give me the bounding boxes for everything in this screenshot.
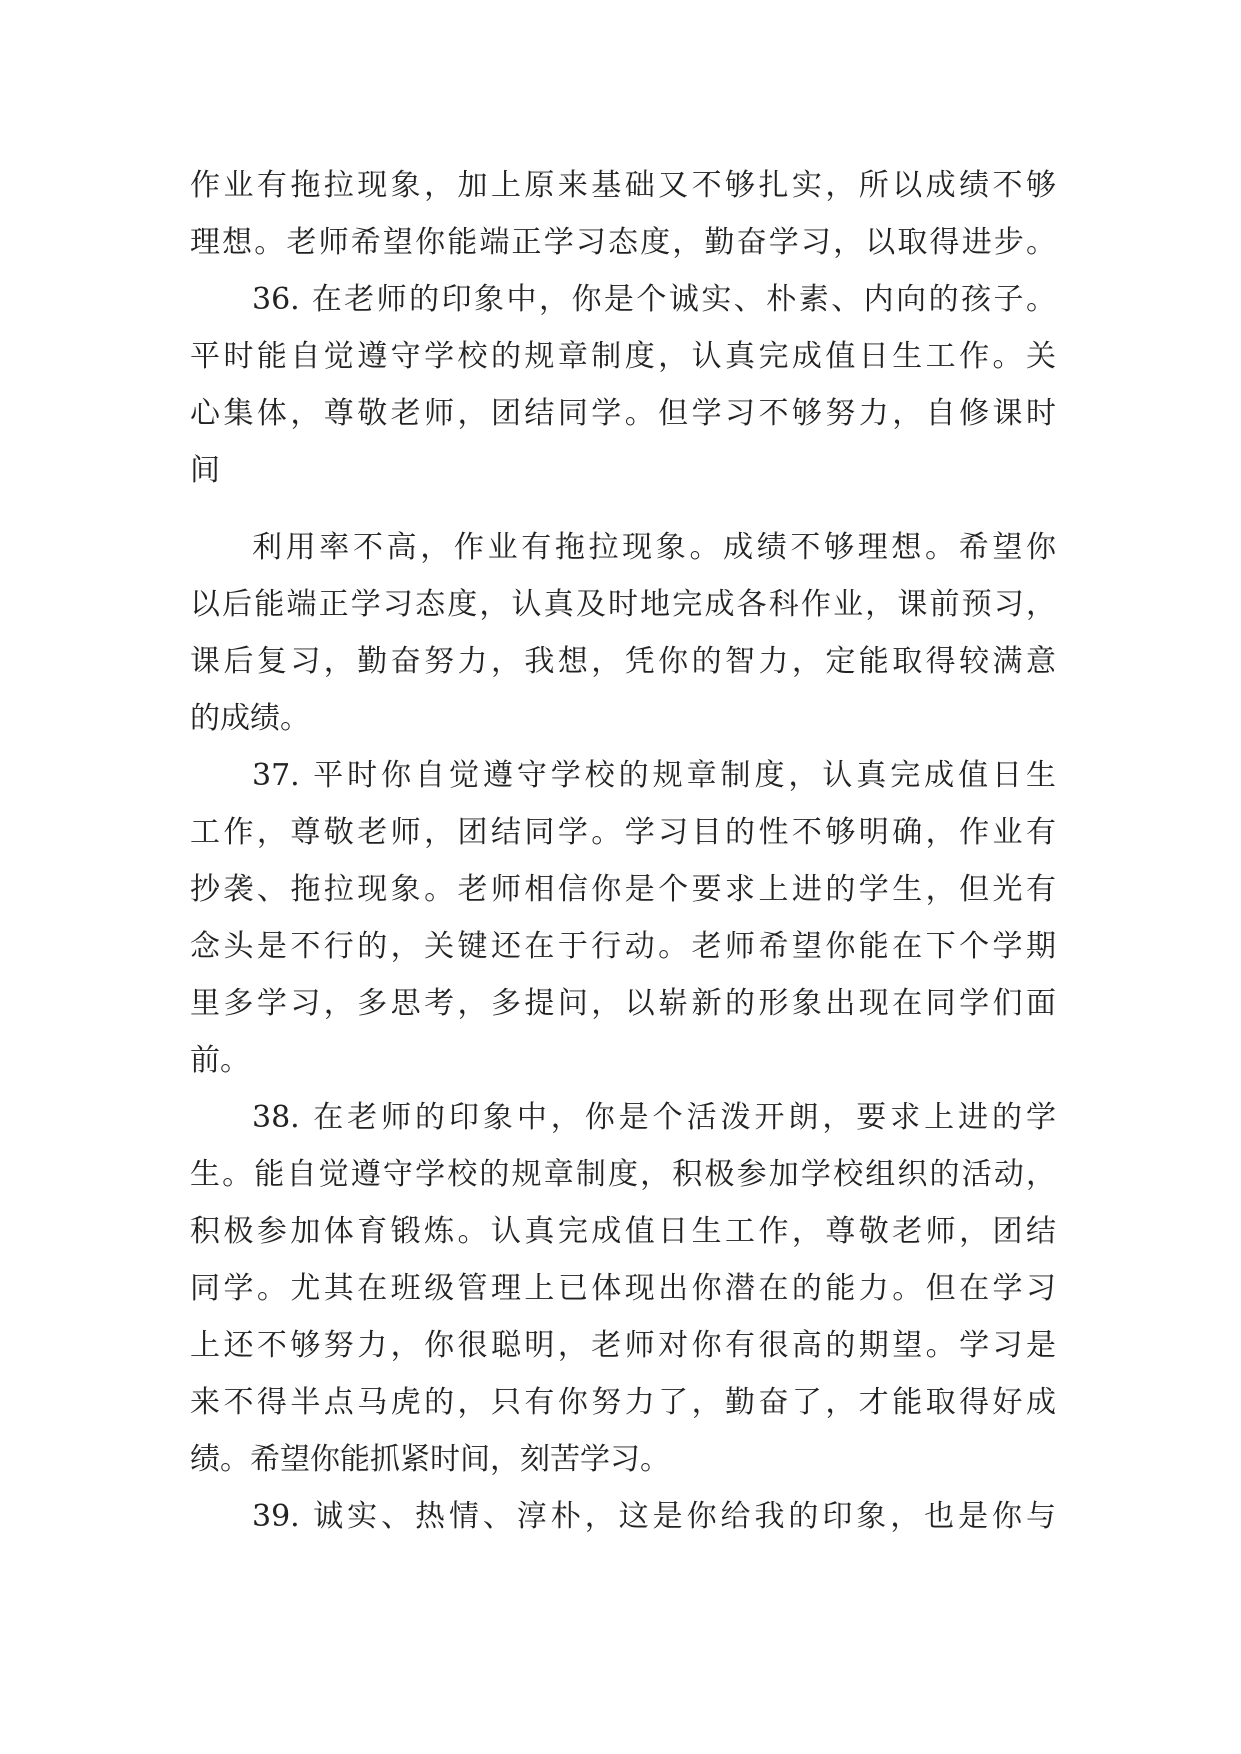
- text-line: 平时能自觉遵守学校的规章制度，认真完成值日生工作。关: [190, 339, 1056, 374]
- text-line: 39. 诚实、热情、淳朴，这是你给我的印象，也是你与: [252, 1499, 1056, 1534]
- paragraph-gap: [190, 499, 1056, 519]
- text-line: 36. 在老师的印象中，你是个诚实、朴素、内向的孩子。: [252, 282, 1056, 317]
- text-line: 利用率不高，作业有拖拉现象。成绩不够理想。希望你: [252, 530, 1056, 565]
- text-line: 的成绩。: [190, 701, 310, 736]
- text-line: 工作，尊敬老师，团结同学。学习目的性不够明确，作业有: [190, 815, 1056, 850]
- text-line: 生。能自觉遵守学校的规章制度，积极参加学校组织的活动，: [190, 1157, 1056, 1192]
- text-line: 绩。希望你能抓紧时间，刻苦学习。: [190, 1442, 670, 1477]
- text-line: 来不得半点马虎的，只有你努力了，勤奋了，才能取得好成: [190, 1385, 1056, 1420]
- text-line: 前。: [190, 1043, 250, 1078]
- text-line: 38. 在老师的印象中，你是个活泼开朗，要求上进的学: [252, 1100, 1056, 1135]
- text-line: 作业有拖拉现象，加上原来基础又不够扎实，所以成绩不够: [190, 168, 1056, 203]
- text-line: 里多学习，多思考，多提问，以崭新的形象出现在同学们面: [190, 986, 1056, 1021]
- text-line: 同学。尤其在班级管理上已体现出你潜在的能力。但在学习: [190, 1271, 1056, 1306]
- text-line: 间: [190, 453, 220, 488]
- text-line: 37. 平时你自觉遵守学校的规章制度，认真完成值日生: [252, 758, 1056, 793]
- text-line: 抄袭、拖拉现象。老师相信你是个要求上进的学生，但光有: [190, 872, 1056, 907]
- text-line: 上还不够努力，你很聪明，老师对你有很高的期望。学习是: [190, 1328, 1056, 1363]
- text-line: 念头是不行的，关键还在于行动。老师希望你能在下个学期: [190, 929, 1056, 964]
- document-body: [190, 157, 1056, 1545]
- text-line: 心集体，尊敬老师，团结同学。但学习不够努力，自修课时: [190, 396, 1056, 431]
- text-line: 以后能端正学习态度，认真及时地完成各科作业，课前预习，: [190, 587, 1056, 622]
- text-line: 课后复习，勤奋努力，我想，凭你的智力，定能取得较满意: [190, 644, 1056, 679]
- text-line: 积极参加体育锻炼。认真完成值日生工作，尊敬老师，团结: [190, 1214, 1056, 1249]
- text-line: 理想。老师希望你能端正学习态度，勤奋学习，以取得进步。: [190, 225, 1056, 260]
